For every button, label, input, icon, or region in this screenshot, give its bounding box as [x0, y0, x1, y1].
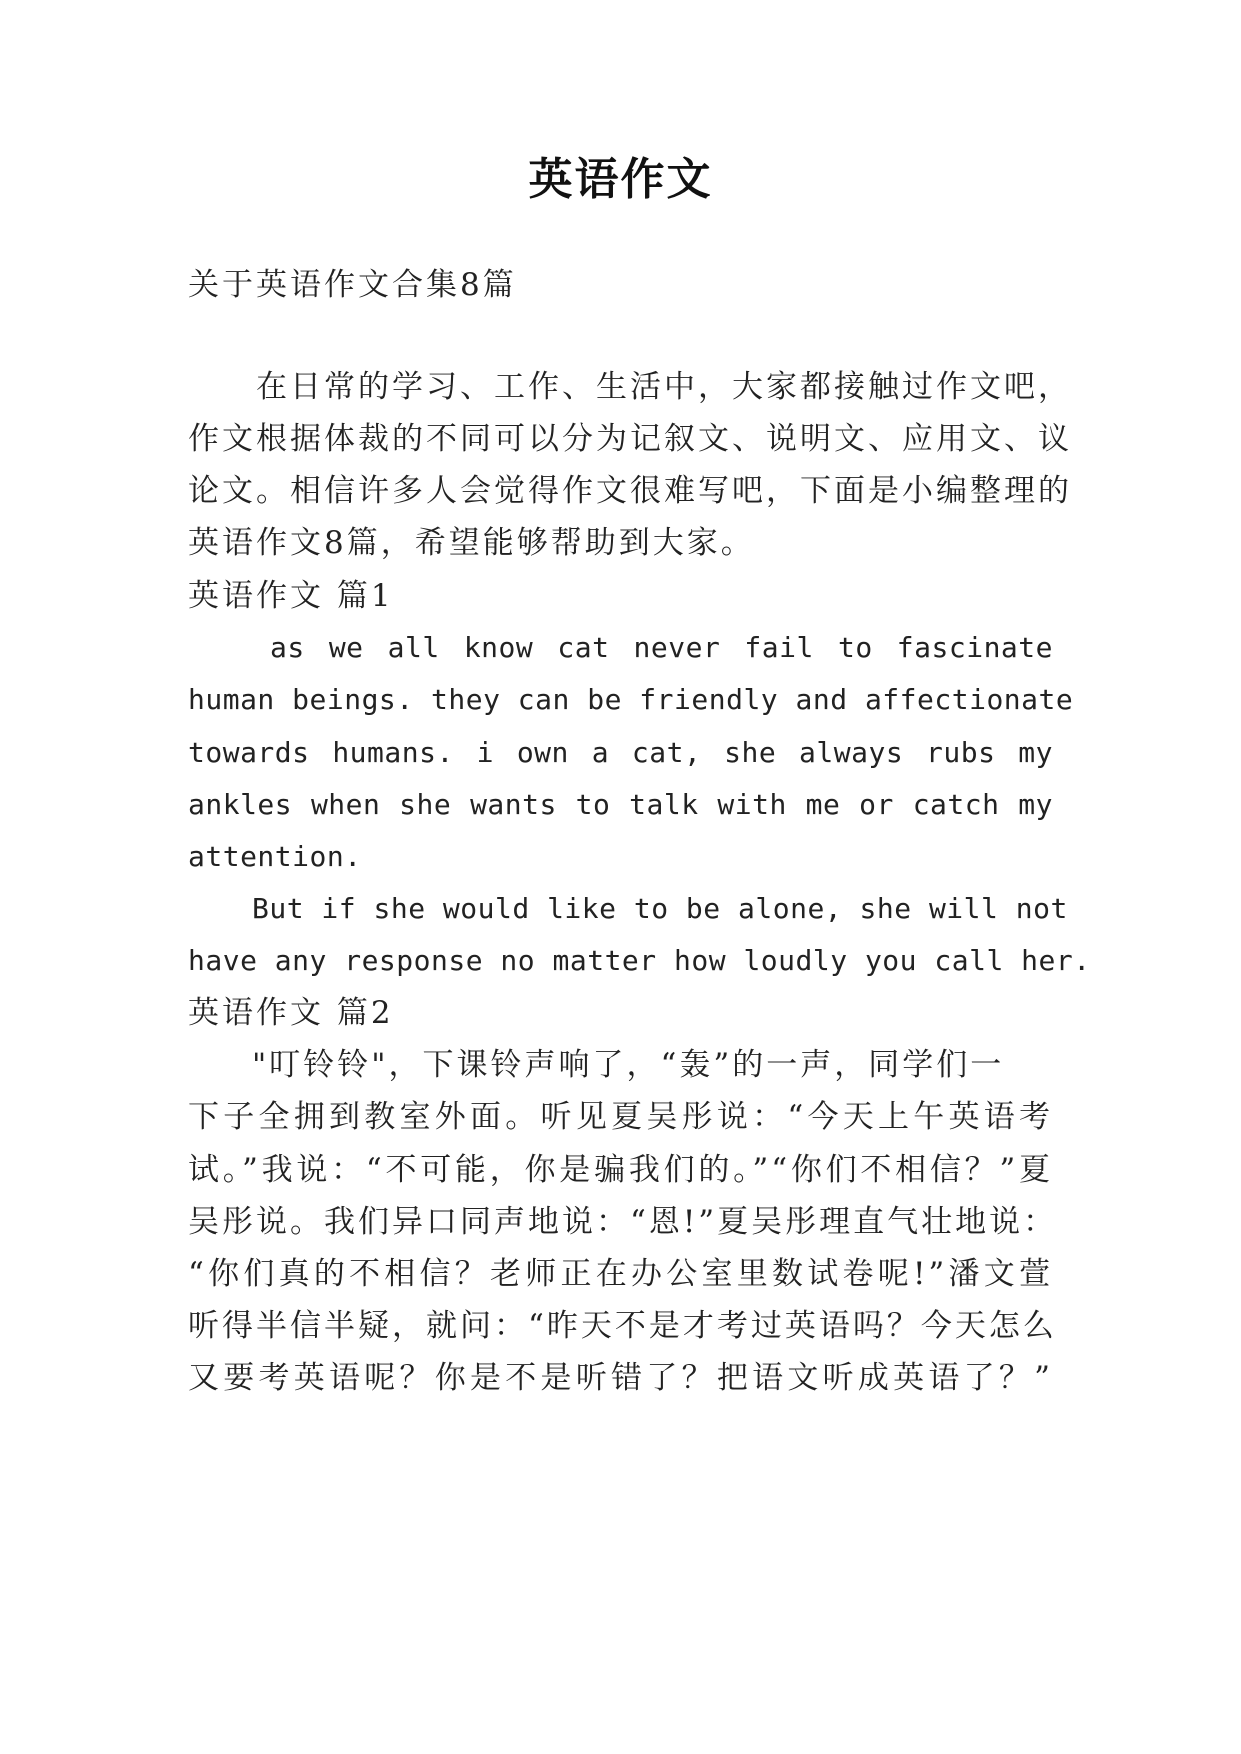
intro-line: 论文。相信许多人会觉得作文很难写吧，下面是小编整理的: [188, 473, 1072, 509]
document-title: 英语作文: [528, 154, 713, 205]
section1-line: towards humans. i own a cat, she always rubs my: [188, 736, 1053, 769]
section1-line: as we all know cat never fail to fascinate: [270, 631, 1053, 664]
section2-line: 听得半信半疑，就问：“昨天不是才考过英语吗？今天怎么: [188, 1308, 1057, 1344]
section2-line: 试。”我说：“不可能，你是骗我们的。”“你们不相信？”夏: [188, 1152, 1053, 1188]
section2-line: “你们真的不相信？老师正在办公室里数试卷呢!”潘文萱: [188, 1256, 1053, 1292]
section1-line: have any response no matter how loudly you call her.: [188, 944, 1091, 977]
intro-line: 在日常的学习、工作、生活中，大家都接触过作文吧，: [256, 369, 1072, 405]
intro-line: 作文根据体裁的不同可以分为记叙文、说明文、应用文、议: [188, 421, 1072, 457]
section2-line: "叮铃铃"，下课铃声响了，“轰”的一声，同学们一: [252, 1047, 1005, 1083]
section2-line: 下子全拥到教室外面。听见夏吴彤说：“今天上午英语考: [188, 1099, 1053, 1135]
section2-line: 吴彤说。我们异口同声地说：“恩!”夏吴彤理直气壮地说：: [188, 1204, 1058, 1240]
section1-line: But if she would like to be alone, she will not: [252, 892, 1068, 925]
section1-line: ankles when she wants to talk with me or catch my: [188, 788, 1053, 821]
document-subtitle: 关于英语作文合集8篇: [188, 267, 517, 303]
section1-line: human beings. they can be friendly and affectionate: [188, 683, 1074, 716]
section1-line: attention.: [188, 840, 362, 873]
section2-line: 又要考英语呢？你是不是听错了？把语文听成英语了？”: [188, 1360, 1053, 1396]
intro-line: 英语作文8篇，希望能够帮助到大家。: [188, 525, 755, 561]
section-heading-2: 英语作文 篇2: [188, 995, 394, 1031]
section-heading-1: 英语作文 篇1: [188, 578, 394, 614]
